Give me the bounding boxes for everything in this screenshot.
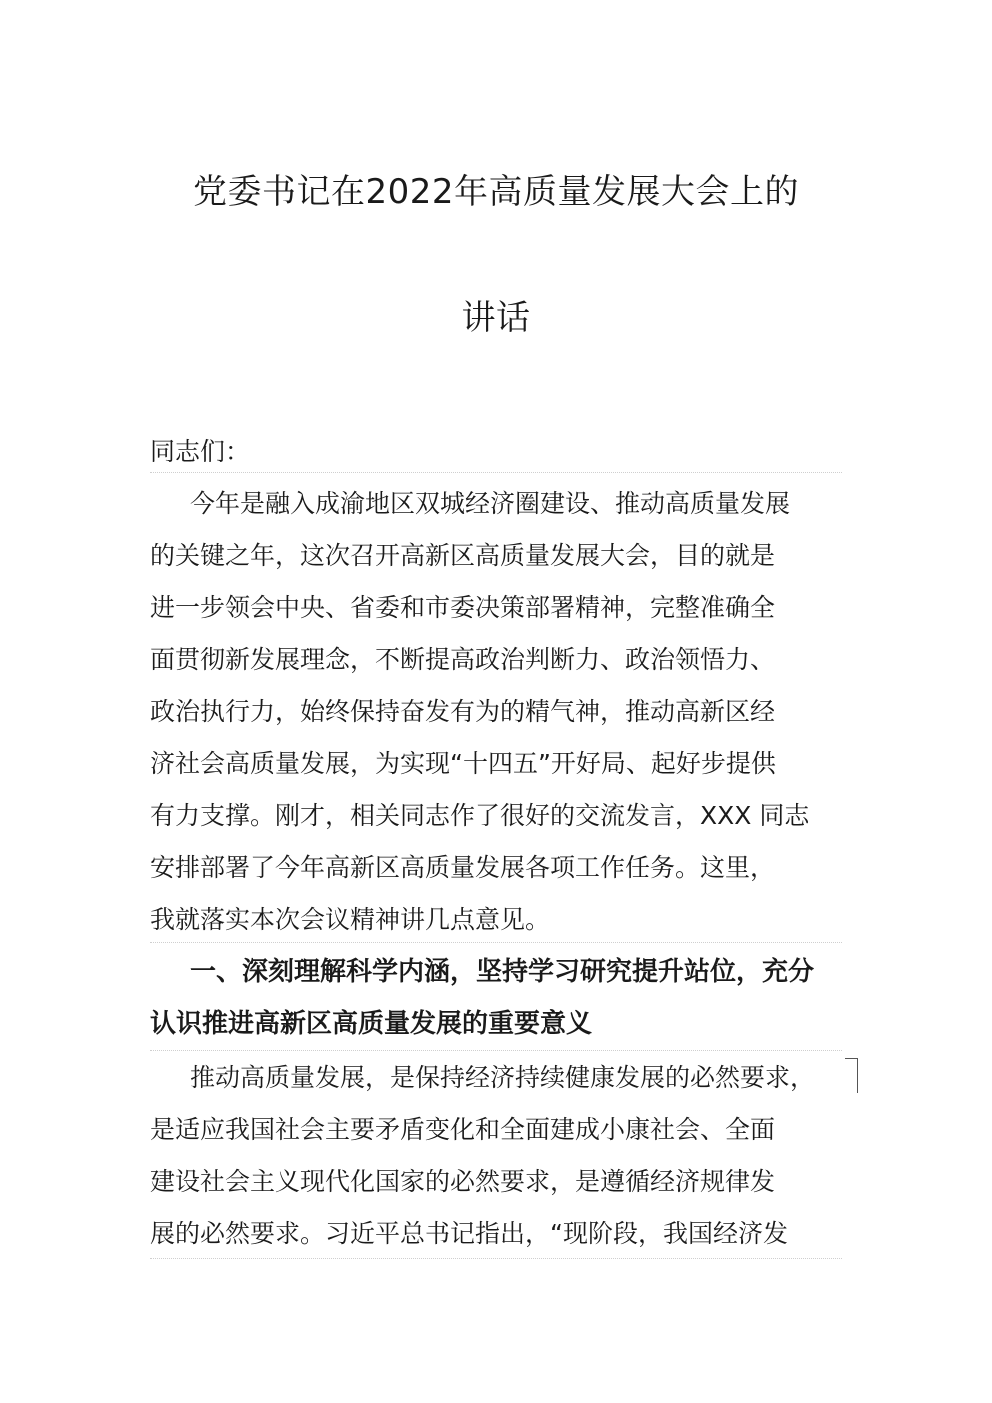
paragraph-line: 推动高质量发展，是保持经济持续健康发展的必然要求， — [190, 1063, 816, 1092]
paragraph-divider — [150, 1258, 842, 1259]
paragraph-line: 政治执行力，始终保持奋发有为的精气神，推动高新区经 — [150, 697, 776, 726]
paragraph-line: 展的必然要求。习近平总书记指出，“现阶段，我国经济发 — [150, 1219, 788, 1248]
paragraph-divider — [150, 942, 842, 943]
paragraph-2 — [150, 1052, 842, 1260]
title-line-1: 党委书记在2022年高质量发展大会上的 — [192, 172, 800, 212]
paragraph-line: 建设社会主义现代化国家的必然要求，是遵循经济规律发 — [150, 1167, 776, 1196]
paragraph-line: 济社会高质量发展，为实现“十四五”开好局、起好步提供 — [150, 749, 776, 778]
paragraph-line: 安排部署了今年高新区高质量发展各项工作任务。这里， — [150, 853, 776, 882]
paragraph-divider — [150, 472, 842, 473]
margin-corner-mark — [845, 1058, 858, 1093]
heading-line: 认识推进高新区高质量发展的重要意义 — [150, 1009, 593, 1039]
paragraph-1 — [150, 478, 842, 946]
paragraph-line: 有力支撑。刚才，相关同志作了很好的交流发言，XXX 同志 — [150, 801, 810, 830]
paragraph-line: 面贯彻新发展理念，不断提高政治判断力、政治领悟力、 — [150, 645, 776, 674]
paragraph-line: 今年是融入成渝地区双城经济圈建设、推动高质量发展 — [190, 489, 791, 518]
paragraph-line: 是适应我国社会主要矛盾变化和全面建成小康社会、全面 — [150, 1115, 776, 1144]
paragraph-line: 我就落实本次会议精神讲几点意见。 — [150, 905, 551, 934]
paragraph-divider — [150, 1050, 842, 1051]
salutation-text: 同志们： — [150, 437, 251, 466]
heading-line: 一、深刻理解科学内涵，坚持学习研究提升站位，充分 — [190, 957, 815, 987]
salutation — [150, 426, 842, 478]
paragraph-line: 的关键之年，这次召开高新区高质量发展大会，目的就是 — [150, 541, 776, 570]
title-line-2: 讲话 — [461, 298, 531, 338]
paragraph-line: 进一步领会中央、省委和市委决策部署精神，完整准确全 — [150, 593, 776, 622]
section-heading-1 — [150, 946, 842, 1050]
